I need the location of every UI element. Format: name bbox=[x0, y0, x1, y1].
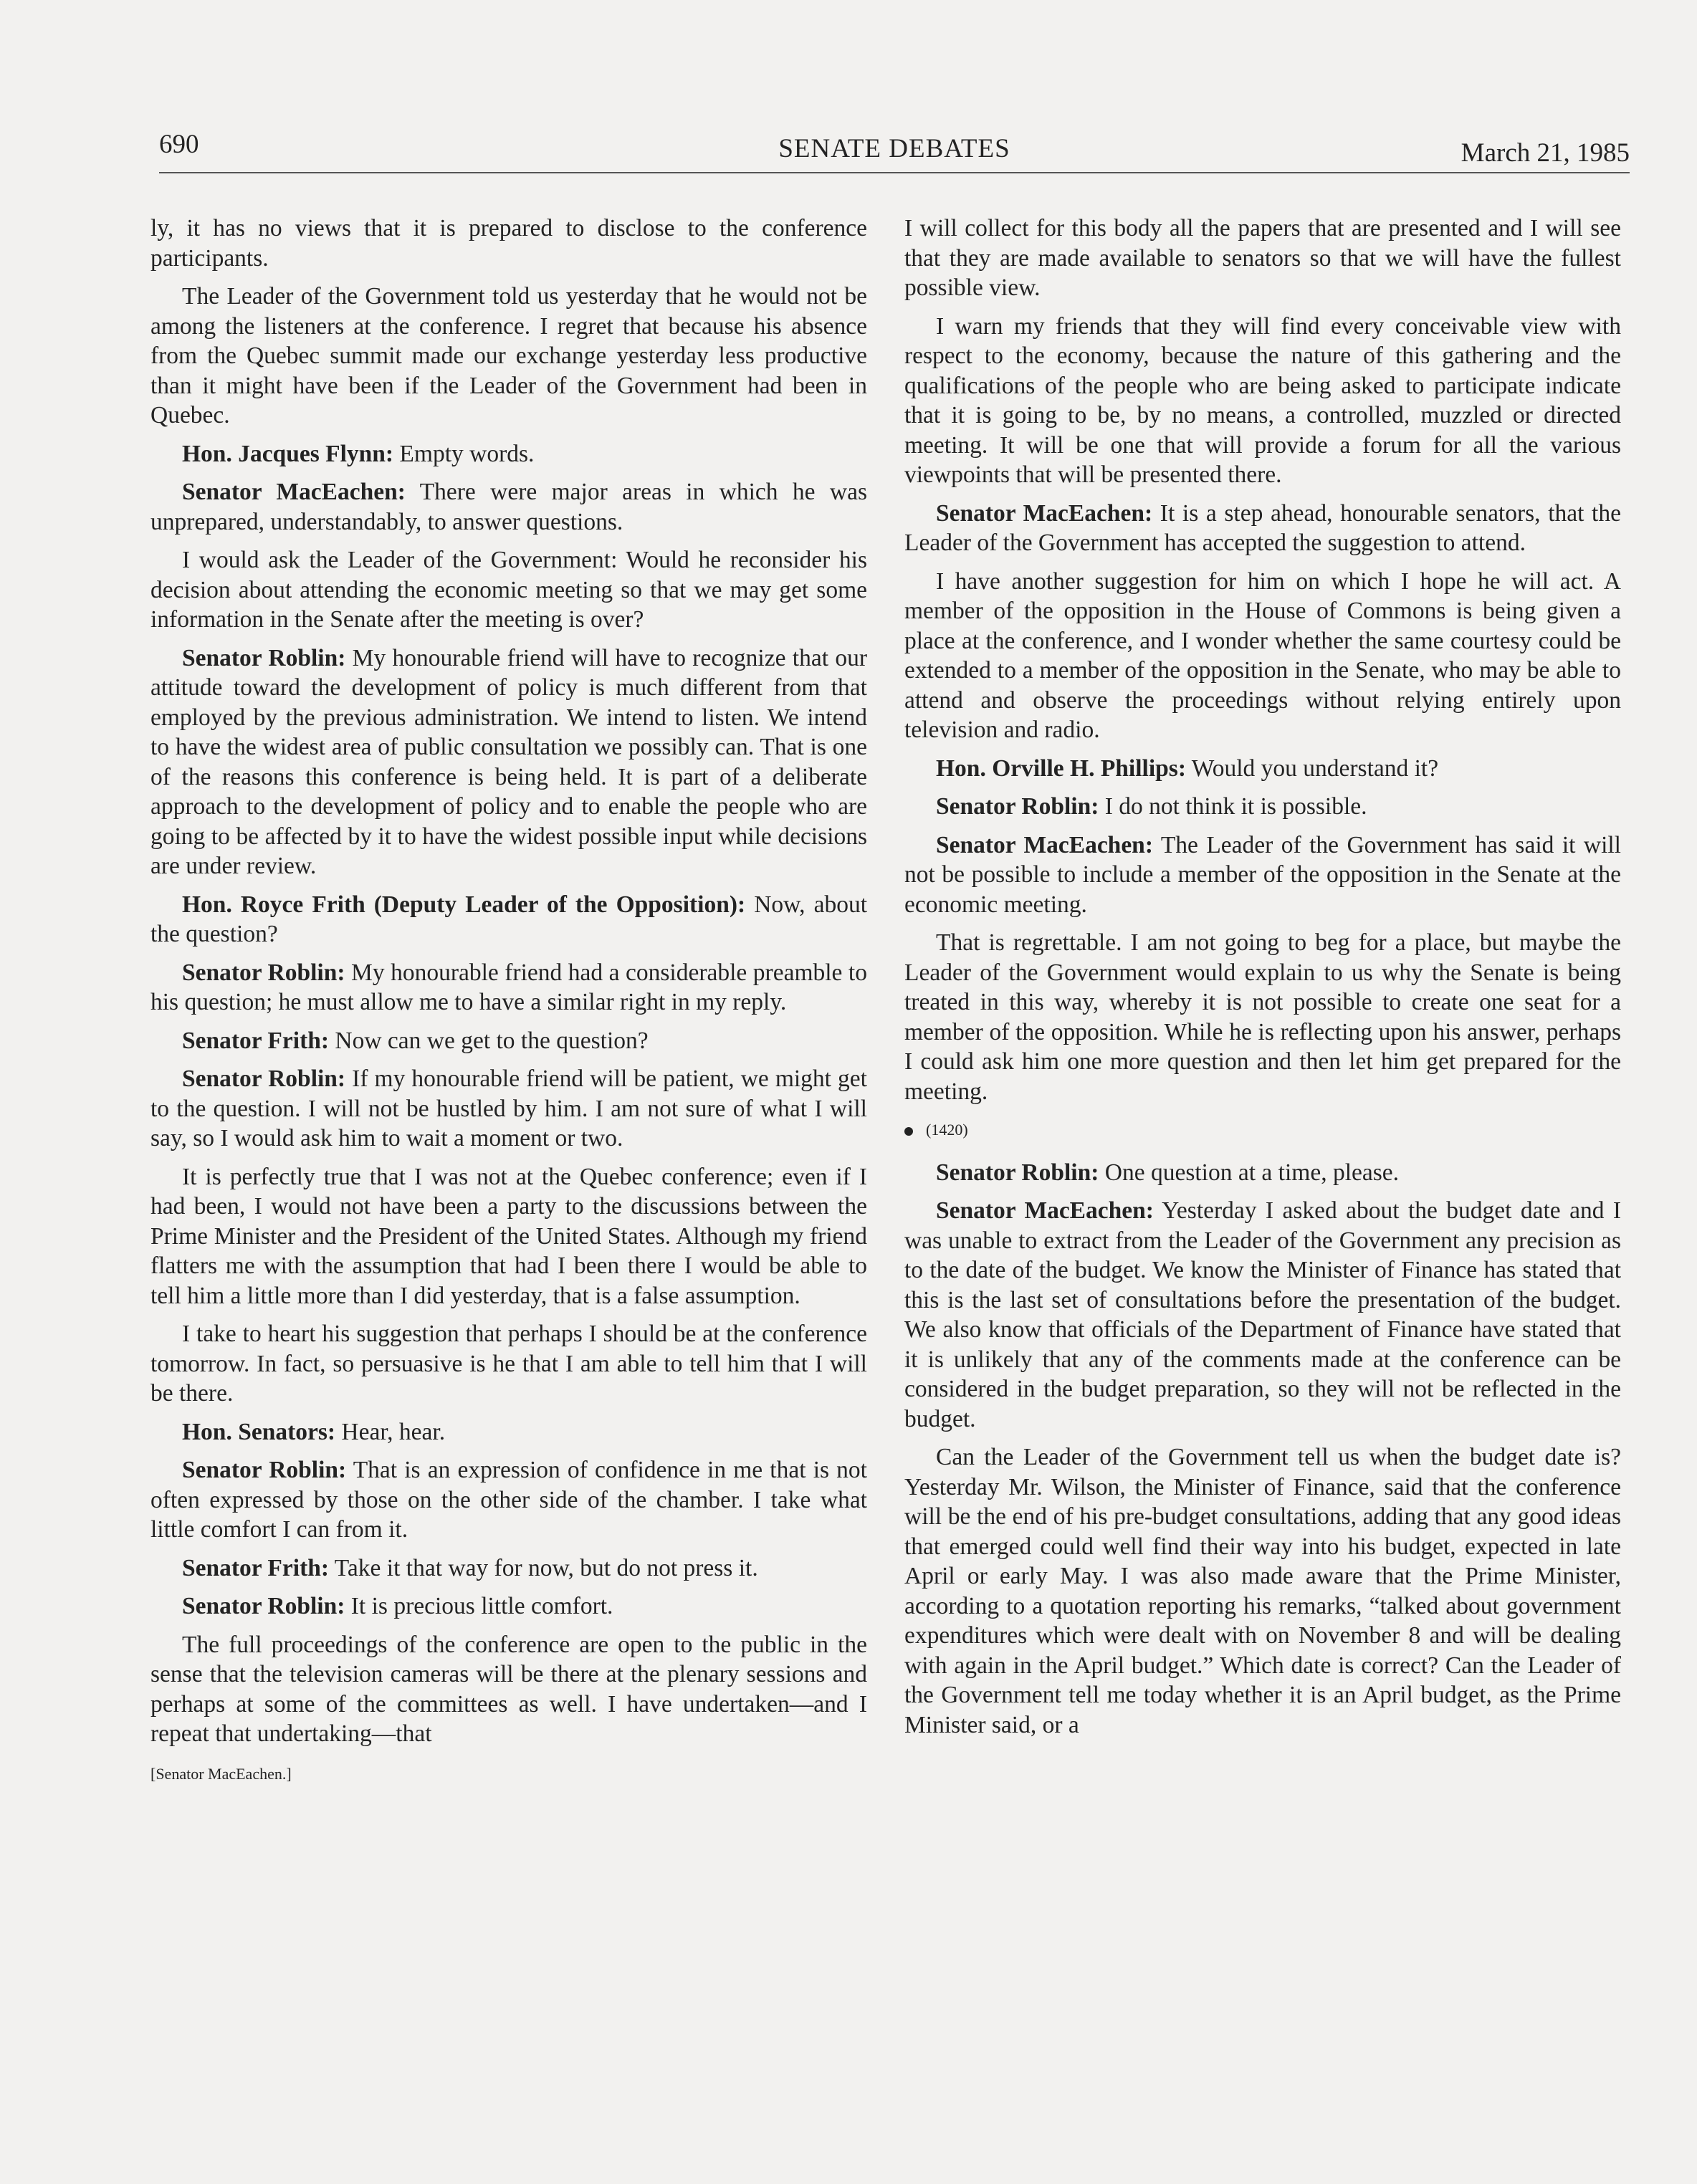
speech-text: There were major areas in which he was unprepared, understandably, to answer questions. bbox=[150, 479, 867, 535]
page-number: 690 bbox=[159, 130, 199, 159]
speech-text: My honourable friend had a considerable preamble to his question; he must allow me to have a similar right in my reply. bbox=[150, 959, 867, 1015]
speech bbox=[150, 477, 867, 537]
speaker-name: Senator Roblin: bbox=[182, 644, 346, 671]
paragraph: I take to heart his suggestion that perhaps I should be at the conference tomorrow. In fact, so persuasive is he that I am able to tell him that I will be there. bbox=[150, 1321, 867, 1407]
speech-text: Take it that way for now, but do not press it. bbox=[329, 1554, 758, 1581]
paragraph: I would ask the Leader of the Government: Would he reconsider his decision about attending the economic meeting so that we may get some information in the Senate after the meeting is over? bbox=[150, 547, 867, 633]
paragraph: ly, it has no views that it is prepared to disclose to the conference participants. bbox=[150, 215, 867, 272]
speech bbox=[904, 792, 1621, 822]
speech-text: One question at a time, please. bbox=[1099, 1159, 1400, 1186]
speaker-footnote: [Senator MacEachen.] bbox=[150, 1764, 292, 1783]
speaker-name: Senator Roblin: bbox=[936, 793, 1099, 820]
speaker-name: Senator Roblin: bbox=[182, 1065, 346, 1092]
speech bbox=[904, 499, 1621, 558]
speech bbox=[904, 830, 1621, 920]
time-marker bbox=[904, 1115, 1621, 1145]
paragraph: I will collect for this body all the papers that are presented and I will see that they are made available to senators so that we will have the fullest possible view. bbox=[904, 215, 1621, 301]
speaker-name: Hon. Senators: bbox=[182, 1418, 336, 1445]
speech-text: That is an expression of confidence in me that is not often expressed by those on the other side of the chamber. I take what little comfort I can from it. bbox=[150, 1457, 867, 1543]
speaker-name: Senator MacEachen: bbox=[936, 499, 1153, 527]
paragraph: Can the Leader of the Government tell us when the budget date is? Yesterday Mr. Wilson, the Minister of Finance, said that the conference will be the end of his pre-budget consultations, adding that any good ideas that emerged could well find their way into his budget, expected in late April or early May. I was also made aware that the Prime Minister, according to a quotation reporting his remarks, “talked about government expenditures which were dealt with on November 8 and will be dealing with again in the April budget.” Which date is correct? Can the Leader of the Government tell me today whether it is an April budget, as the Prime Minister said, or a bbox=[904, 1444, 1621, 1738]
paragraph: The Leader of the Government told us yesterday that he would not be among the listeners at the conference. I regret that because his absence from the Quebec summit made our exchange yesterday less productive than it might have been if the Leader of the Government had been in Quebec. bbox=[150, 283, 867, 428]
paragraph: I have another suggestion for him on which I hope he will act. A member of the opposition in the House of Commons is being given a place at the conference, and I wonder whether the same courtesy could be extended to a member of the opposition in the Senate, who may be able to attend and observe the proceedings without relying entirely upon television and radio. bbox=[904, 567, 1621, 743]
page-header bbox=[159, 126, 1630, 173]
speech bbox=[150, 1591, 867, 1622]
speech-text: Would you understand it? bbox=[1186, 755, 1439, 782]
speaker-name: Senator MacEachen: bbox=[936, 1197, 1154, 1224]
paragraph: That is regrettable. I am not going to beg for a place, but maybe the Leader of the Government would explain to us why the Senate is being treated in this way, whereby it is not possible to create one seat for a member of the opposition. While he is reflecting upon his answer, perhaps I could ask him one more question and then let him get prepared for the meeting. bbox=[904, 929, 1621, 1105]
speech bbox=[150, 1455, 867, 1545]
speech-text: If my honourable friend will be patient, we might get to the question. I will not be hustled by him. I am not sure of what I will say, so I would ask him to wait a moment or two. bbox=[150, 1065, 867, 1151]
speech-text: Yesterday I asked about the budget date and I was unable to extract from the Leader of the Government any precision as to the date of the budget. We know the Minister of Finance has stated that this is the last set of consultations before the presentation of the budget. We also know that officials of the Department of Finance have stated that it is unlikely that any of the comments made at the conference can be considered in the budget preparation, so they will not be reflected in the budget. bbox=[904, 1197, 1621, 1432]
speech bbox=[150, 643, 867, 881]
left-column bbox=[150, 214, 867, 1788]
paragraph: The full proceedings of the conference are open to the public in the sense that the television cameras will be there at the plenary sessions and perhaps at some of the committees as well. I have undertaken—and I repeat that undertaking—that bbox=[150, 1631, 867, 1747]
speech-text: It is precious little comfort. bbox=[345, 1593, 613, 1619]
speaker-name: Senator Roblin: bbox=[182, 1593, 345, 1619]
speech-text: Hear, hear. bbox=[335, 1418, 446, 1445]
speech bbox=[904, 1158, 1621, 1188]
speech bbox=[150, 1064, 867, 1154]
speaker-name: Senator Frith: bbox=[182, 1554, 330, 1581]
speaker-name: Senator MacEachen: bbox=[936, 831, 1153, 858]
speech-text: The Leader of the Government has said it will not be possible to include a member of the opposition in the Senate at the economic meeting. bbox=[904, 831, 1621, 918]
bullet-icon bbox=[904, 1127, 913, 1136]
paragraph: I warn my friends that they will find every conceivable view with respect to the economy, because the nature of this gathering and the qualifications of the people who are being asked to participate indicate that it is going to be, by no means, a controlled, muzzled or directed meeting. It will be one that will provide a forum for all the various viewpoints that will be presented there. bbox=[904, 312, 1621, 488]
speech-text: I do not think it is possible. bbox=[1099, 793, 1367, 820]
right-column bbox=[904, 214, 1621, 1748]
page-date: March 21, 1985 bbox=[1461, 138, 1630, 168]
speech bbox=[150, 1026, 867, 1056]
speech-text: Now can we get to the question? bbox=[329, 1027, 649, 1054]
speaker-name: Hon. Royce Frith (Deputy Leader of the Opposition): bbox=[182, 891, 746, 918]
speaker-name: Senator Roblin: bbox=[936, 1159, 1099, 1186]
speaker-name: Senator Roblin: bbox=[182, 959, 345, 986]
speech bbox=[150, 439, 867, 469]
speaker-name: Senator MacEachen: bbox=[182, 479, 406, 505]
speech-text: Now, about the question? bbox=[150, 891, 868, 947]
speech bbox=[150, 890, 867, 949]
time-marker-text: (1420) bbox=[926, 1121, 968, 1139]
paragraph: It is perfectly true that I was not at the Quebec conference; even if I had been, I would not have been a party to the discussions between the Prime Minister and the President of the United States. Although my friend flatters me with the assumption that had I been there I would be able to tell him a little more than I did yesterday, that is a false assumption. bbox=[150, 1163, 867, 1309]
speaker-name: Senator Roblin: bbox=[182, 1457, 347, 1483]
speech-text: My honourable friend will have to recognize that our attitude toward the development of policy is much different from that employed by the previous administration. We intend to listen. We intend to have the widest area of public consultation we possibly can. That is one of the reasons this conference is being held. It is part of a deliberate approach to the development of policy and to enable the people who are going to be affected by it to have the widest possible input while decisions are under review. bbox=[150, 644, 867, 879]
speaker-name: Senator Frith: bbox=[182, 1027, 330, 1054]
speech bbox=[904, 754, 1621, 784]
running-title: SENATE DEBATES bbox=[778, 134, 1010, 163]
speech-text: It is a step ahead, honourable senators, that the Leader of the Government has accepted the suggestion to attend. bbox=[904, 499, 1621, 556]
speaker-name: Hon. Jacques Flynn: bbox=[182, 440, 394, 467]
speech bbox=[150, 958, 867, 1017]
speech bbox=[150, 1417, 867, 1447]
speech bbox=[904, 1196, 1621, 1434]
speech-text: Empty words. bbox=[393, 440, 535, 467]
speech bbox=[150, 1553, 867, 1584]
speaker-name: Hon. Orville H. Phillips: bbox=[936, 755, 1186, 782]
